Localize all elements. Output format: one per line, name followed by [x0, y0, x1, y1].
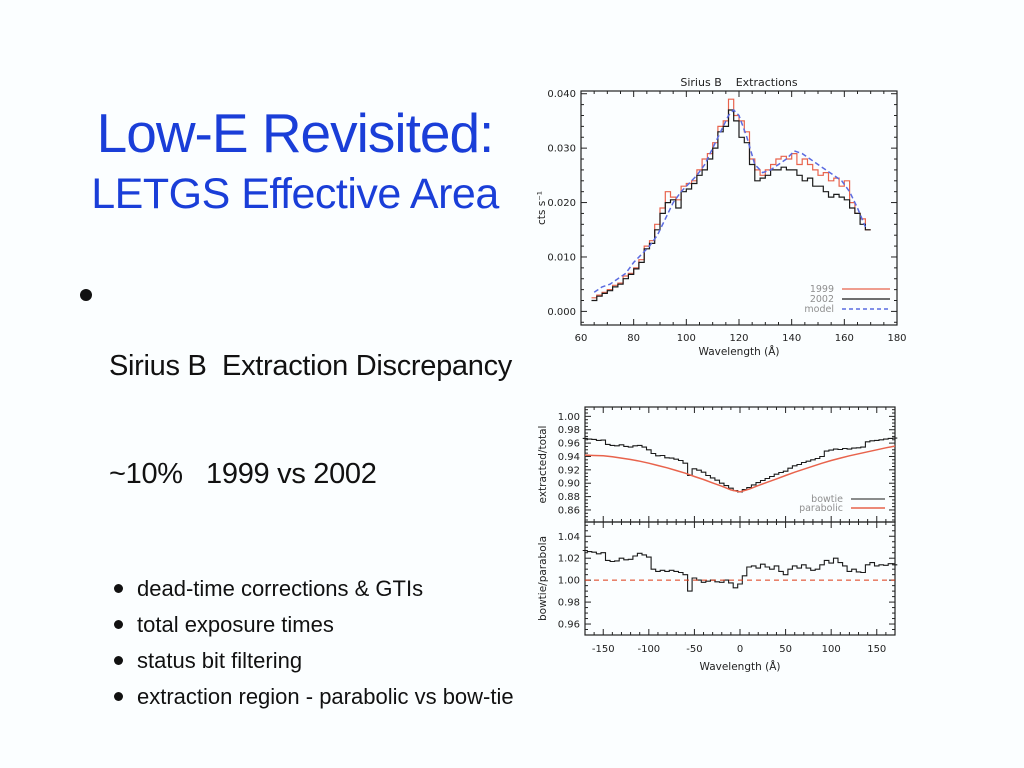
x-tick-label: 100 [821, 644, 841, 655]
bullet-main-text [109, 276, 512, 564]
x-tick-label: 120 [729, 333, 749, 344]
y-tick-label: 1.04 [557, 531, 580, 543]
sub-bullet-text-1: dead-time corrections & GTIs [137, 576, 424, 601]
bullet-main [80, 276, 540, 564]
bullet-icon [114, 584, 123, 593]
sub-bullet-list [50, 576, 540, 709]
list-item [114, 612, 540, 637]
series-2002 [592, 110, 871, 301]
plot-border [585, 407, 895, 522]
y-tick-label: 0.030 [547, 143, 576, 155]
y-axis-label: extracted/total [537, 425, 549, 504]
y-tick-label: 0.000 [547, 306, 576, 318]
series-bowtie [583, 438, 898, 492]
y-axis-label: cts s⁻¹ [536, 191, 548, 225]
sub-bullet-text-3: status bit filtering [137, 648, 303, 673]
y-tick-label: 0.020 [547, 198, 576, 210]
slide-title [60, 103, 530, 217]
bullet-icon [114, 620, 123, 629]
x-tick-label: 60 [574, 333, 588, 344]
legend-label: model [804, 304, 834, 315]
x-tick-label: 180 [887, 333, 907, 344]
x-tick-label: -150 [591, 644, 615, 655]
slide-title-line2: LETGS Effective Area [91, 170, 499, 218]
y-tick-label: 1.02 [557, 553, 580, 565]
bullet-main-line2: ~10% 1999 vs 2002 [109, 458, 377, 490]
bullet-icon [80, 289, 92, 301]
list-item [114, 684, 540, 709]
chart-title: Sirius B Extractions [680, 76, 798, 89]
legend-label: 1999 [809, 284, 834, 295]
sub-bullet-text-4: extraction region - parabolic vs bow-tie [137, 684, 514, 709]
series-1999 [592, 99, 871, 298]
plot-border [585, 522, 895, 635]
x-tick-label: 0 [736, 644, 744, 655]
series-parabolic [585, 446, 895, 492]
x-tick-label: 160 [834, 333, 854, 344]
y-tick-label: 0.92 [557, 465, 580, 477]
y-tick-label: 0.040 [547, 89, 576, 101]
x-axis-label: Wavelength (Å) [698, 346, 780, 358]
y-tick-label: 1.00 [557, 575, 580, 587]
bullet-icon [114, 692, 123, 701]
y-tick-label: 0.96 [557, 619, 580, 631]
x-tick-label: -100 [637, 644, 661, 655]
y-tick-label: 0.010 [547, 252, 576, 264]
legend-label: bowtie [811, 494, 843, 505]
x-tick-label: 140 [782, 333, 802, 344]
x-tick-label: -50 [686, 644, 703, 655]
y-tick-label: 0.94 [557, 451, 580, 463]
bullet-list [50, 276, 540, 720]
slide-title-line1: Low-E Revisited: [96, 102, 494, 164]
y-tick-label: 1.00 [557, 411, 580, 423]
x-tick-label: 150 [867, 644, 887, 655]
list-item [114, 648, 540, 673]
x-tick-label: 80 [627, 333, 641, 344]
y-tick-label: 0.88 [557, 492, 580, 504]
bullet-main-line1: Sirius B Extraction Discrepancy [109, 350, 512, 382]
y-tick-label: 0.90 [557, 478, 580, 490]
chart-extraction-region-comparison [520, 390, 920, 690]
y-tick-label: 0.98 [557, 597, 580, 609]
y-tick-label: 0.86 [557, 505, 580, 517]
x-tick-label: 100 [676, 333, 696, 344]
series-bowtie-parabola [583, 551, 898, 592]
x-tick-label: 50 [779, 644, 792, 655]
sub-bullet-text-2: total exposure times [137, 612, 334, 637]
x-axis-label: Wavelength (Å) [699, 661, 781, 673]
series-model [594, 110, 865, 292]
list-item [114, 576, 540, 601]
bullet-icon [114, 656, 123, 665]
y-tick-label: 0.98 [557, 425, 580, 437]
y-axis-label: bowtie/parabola [537, 536, 549, 621]
legend-label: 2002 [809, 294, 834, 305]
legend-label: parabolic [799, 503, 843, 514]
y-tick-label: 0.96 [557, 438, 580, 450]
chart-sirius-b-extractions [520, 70, 920, 370]
